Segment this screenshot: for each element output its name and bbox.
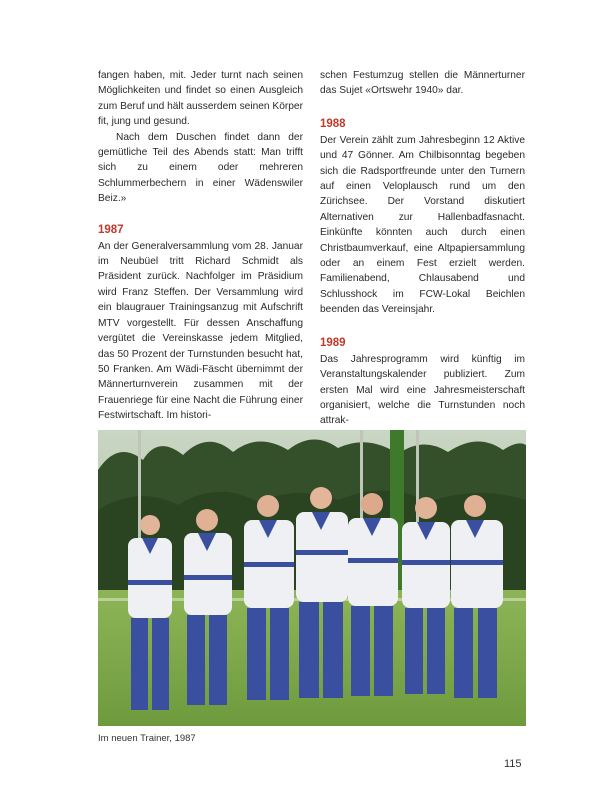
paragraph: Das Jahresprogramm wird künftig im Veranstaltungskalender publiziert. Zum ersten Mal wird eine Jahresmeisterschaft organisiert, welche die Turnstunden noch attrak- — [320, 353, 525, 427]
group-photo — [98, 430, 526, 726]
paragraph: An der Generalversammlung vom 28. Januar im Neubüel tritt Richard Schmidt als Präsident zurück. Nachfolger im Präsidium wird Franz Steffen. Der Versammlung wird ein blaugrauer Trainingsanzug mit Aufschrift MTV vorgestellt. Für dessen Anschaffung vergütet die Vereinskasse jedem Mitglied, das 50 Prozent der Turnstunden besucht hat, 50 Franken. Am Wädi-Fäscht übernimmt der Männerturnverein zusammen mit der Frauenriege für eine Nacht die Führung einer Festwirtschaft. Im histori- — [98, 240, 303, 422]
paragraph: fangen haben, mit. Jeder turnt nach seinen Möglichkeiten und findet so einen Ausgleich zum Beruf und hält ausserdem seinen Körper fit, jung und gesund. — [98, 70, 303, 128]
paragraph: Der Verein zählt zum Jahresbeginn 12 Aktive und 47 Gönner. Am Chilbisonntag begeben sich die Radsportfreunde unter den Turnern auf einen Veloplausch rund um den Zürichsee. Der Vorstand diskutiert Alternativen zur Hallenbadfasnacht. Einkünfte könnten auch durch einen Christbaumverkauf, eine Altpapiersammlung oder an einem Fest erzielt werden. Familienabend, Chlausabend und Schlusshock im FCW-Lokal Beichlen beenden das Vereinsjahr. — [320, 134, 525, 316]
year-heading-1989: 1989 — [320, 336, 346, 349]
group-photo-illustration — [98, 430, 526, 726]
year-heading-1988: 1988 — [320, 117, 346, 130]
year-heading-1987: 1987 — [98, 223, 124, 236]
paragraph: Nach dem Duschen findet dann der gemütliche Teil des Abends statt: Man trifft sich zu einem oder mehreren Schlummerbechern in einer Wädenswiler Beiz.» — [98, 131, 303, 205]
right-text-column — [320, 68, 525, 429]
page-number: 115 — [504, 758, 522, 770]
left-text-column — [98, 68, 303, 424]
photo-caption: Im neuen Trainer, 1987 — [98, 733, 196, 744]
paragraph: schen Festumzug stellen die Männerturner das Sujet «Ortswehr 1940» dar. — [320, 70, 525, 97]
